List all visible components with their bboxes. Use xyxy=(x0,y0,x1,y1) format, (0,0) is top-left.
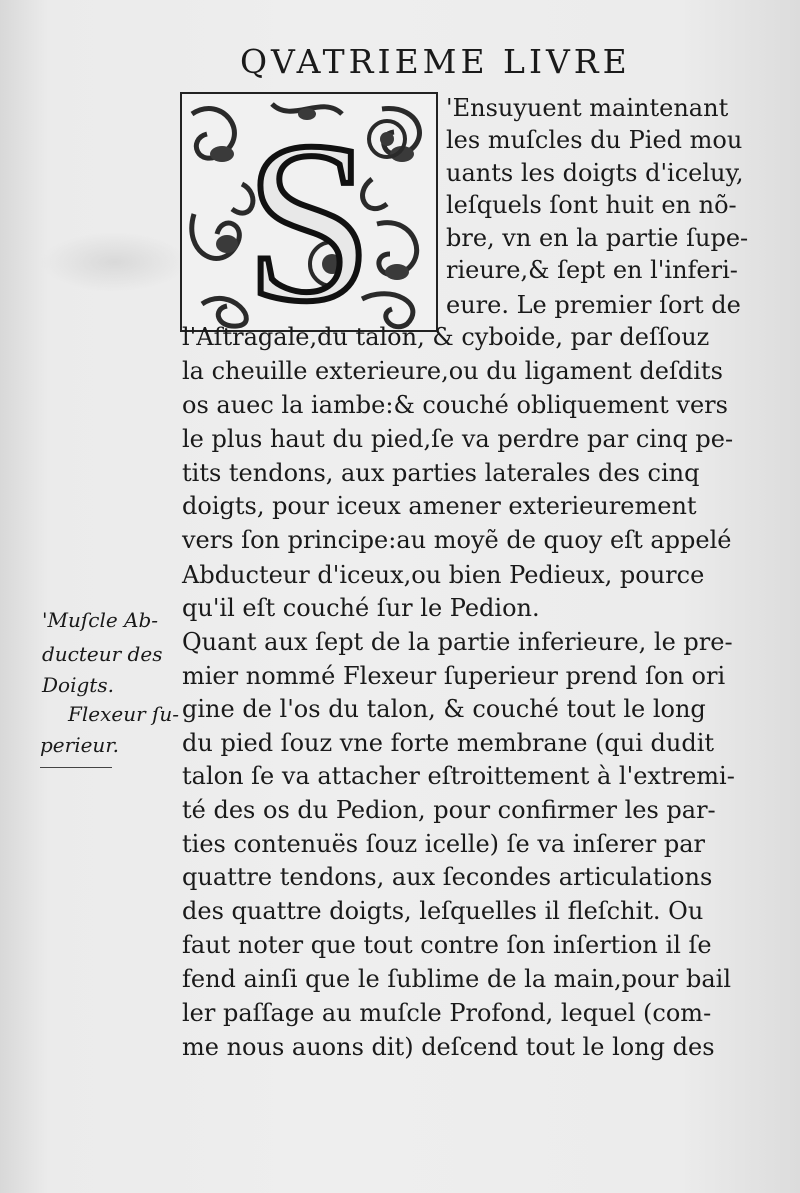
bleed-through-shadow xyxy=(40,232,190,292)
body-line: gine de l'os du talon, & couché tout le long xyxy=(182,695,706,723)
margin-note-underline xyxy=(40,767,112,768)
body-line: uants les doigts d'iceluy, xyxy=(446,159,744,187)
body-line: Abducteur d'iceux,ou bien Pedieux, pource xyxy=(182,561,705,589)
body-line: os auec la iambe:& couché obliquement vers xyxy=(182,391,728,419)
body-line: faut noter que tout contre ſon inſertion il ſe xyxy=(182,931,712,959)
body-line: fend ainſi que le ſublime de la main,pour bail xyxy=(182,965,731,993)
margin-note-line: Flexeur ſu- xyxy=(68,702,180,726)
body-line: la cheuille exterieure,ou du ligament deſdits xyxy=(182,357,723,385)
body-line: ler paſſage au muſcle Profond, lequel (com- xyxy=(182,999,712,1027)
body-line: tits tendons, aux parties laterales des cinq xyxy=(182,459,700,487)
body-line: me nous auons dit) deſcend tout le long des xyxy=(182,1033,715,1061)
body-line: bre, vn en la partie ſupe- xyxy=(446,224,749,252)
body-line: mier nommé Flexeur ſuperieur prend ſon ori xyxy=(182,662,726,690)
body-line: talon ſe va attacher eſtroittement à l'extremi- xyxy=(182,762,735,790)
margin-note-line: ducteur des xyxy=(42,642,163,666)
body-line: leſquels ſont huit en nõ- xyxy=(446,191,737,219)
body-line: l'Aſtragale,du talon, & cyboide, par deſſouz xyxy=(182,323,710,351)
margin-note-line: perieur. xyxy=(40,733,120,757)
running-header: QVATRIEME LIVRE xyxy=(240,42,631,81)
body-line: eure. Le premier ſort de xyxy=(446,291,741,319)
svg-text:S: S xyxy=(245,94,373,330)
body-line: quattre tendons, aux ſecondes articulations xyxy=(182,863,713,891)
body-line: té des os du Pedion, pour confirmer les par- xyxy=(182,796,716,824)
body-line: ties contenuës ſouz icelle) ſe va inſerer par xyxy=(182,830,706,858)
body-line: Quant aux ſept de la partie inferieure, le pre- xyxy=(182,628,733,656)
body-line: doigts, pour iceux amener exterieurement xyxy=(182,492,697,520)
ornate-letter-s-icon xyxy=(182,94,436,330)
ornamental-initial-s xyxy=(180,92,438,332)
body-line: rieure,& ſept en l'inferi- xyxy=(446,256,738,284)
body-line: qu'il eſt couché ſur le Pedion. xyxy=(182,594,540,622)
body-line: 'Ensuyuent maintenant xyxy=(446,94,729,122)
margin-note-line: Doigts. xyxy=(42,673,114,697)
body-line: du pied ſouz vne forte membrane (qui dudit xyxy=(182,729,715,757)
body-line: les muſcles du Pied mou xyxy=(446,126,743,154)
body-line: vers ſon principe:au moyẽ de quoy eſt appelé xyxy=(182,526,732,554)
body-line: des quattre doigts, leſquelles il fleſchit. Ou xyxy=(182,897,704,925)
margin-note-line: 'Muſcle Ab- xyxy=(42,608,159,632)
body-line: le plus haut du pied,ſe va perdre par cinq pe- xyxy=(182,425,734,453)
